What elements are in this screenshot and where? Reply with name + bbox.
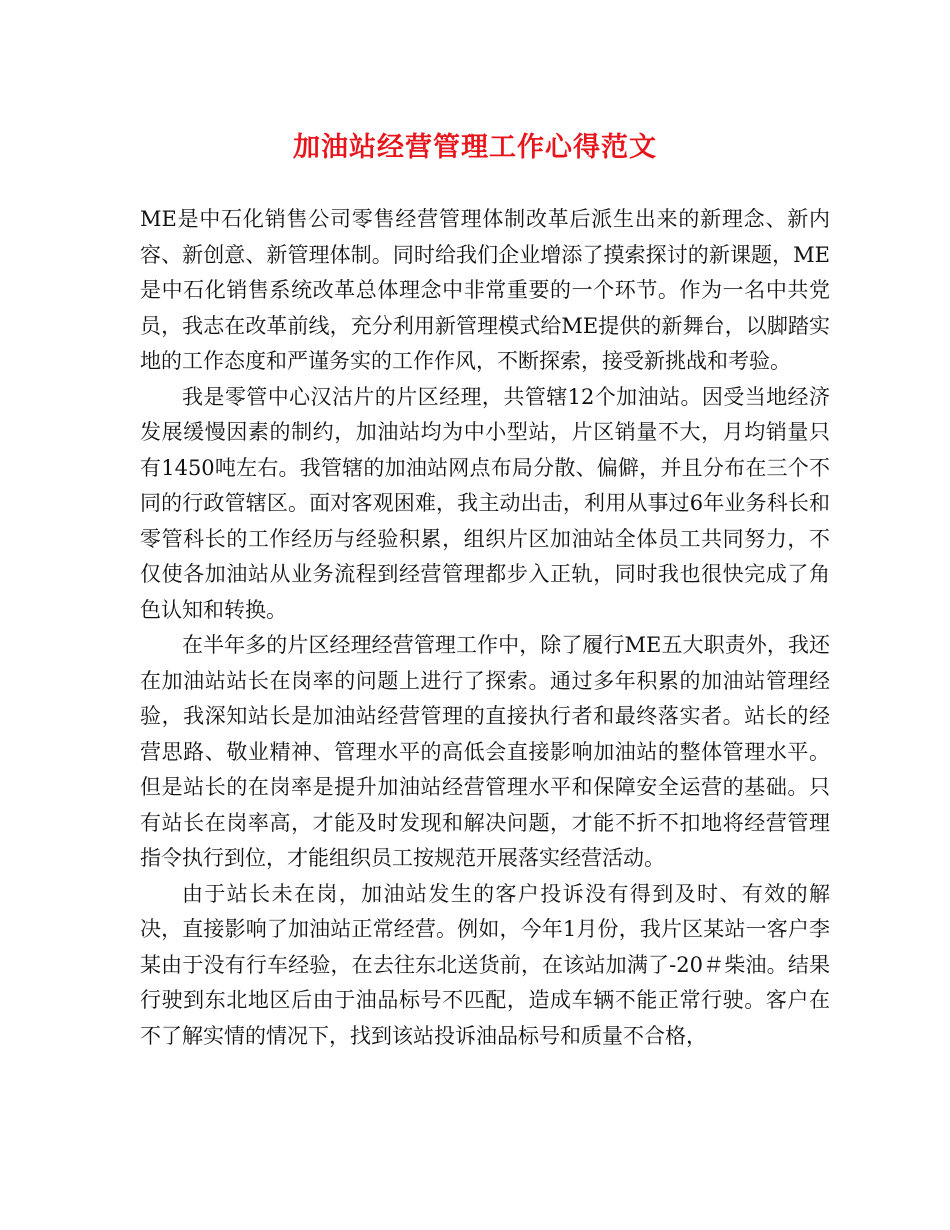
paragraph-3: 在半年多的片区经理经营管理工作中，除了履行ME五大职责外，我还在加油站站长在岗率的问题上进行了探索。通过多年积累的加油站管理经验，我深知站长是加油站经营管理的直接执行者和最终落实者。站长的经营思路、敬业精神、管理水平的高低会直接影响加油站的整体管理水平。但是站长的在岗率是提升加油站经营管理水平和保障安全运营的基础。只有站长在岗率高，才能及时发现和解决问题，才能不折不扣地将经营管理指令执行到位，才能组织员工按规范开展落实经营活动。: [140, 633, 830, 870]
document-body: [140, 202, 830, 1054]
paragraph-1: ME是中石化销售公司零售经营管理体制改革后派生出来的新理念、新内容、新创意、新管理体制。同时给我们企业增添了摸索探讨的新课题，ME是中石化销售系统改革总体理念中非常重要的一个环节。作为一名中共党员，我志在改革前线，充分利用新管理模式给ME提供的新舞台，以脚踏实地的工作态度和严谨务实的工作作风，不断探索，接受新挑战和考验。: [140, 207, 830, 373]
document-title: 加油站经营管理工作心得范文: [293, 132, 657, 163]
paragraph-4: 由于站长未在岗，加油站发生的客户投诉没有得到及时、有效的解决，直接影响了加油站正常经营。例如，今年1月份，我片区某站一客户李某由于没有行车经验，在去往东北送货前，在该站加满了-20＃柴油。结果行驶到东北地区后由于油品标号不匹配，造成车辆不能正常行驶。客户在不了解实情的情况下，找到该站投诉油品标号和质量不合格，: [140, 881, 830, 1048]
paragraph-2: 我是零管中心汉沽片的片区经理，共管辖12个加油站。因受当地经济发展缓慢因素的制约，加油站均为中小型站，片区销量不大，月均销量只有1450吨左右。我管辖的加油站网点布局分散、偏僻，并且分布在三个不同的行政管辖区。面对客观困难，我主动出击，利用从事过6年业务科长和零管科长的工作经历与经验积累，组织片区加油站全体员工共同努力，不仅使各加油站从业务流程到经营管理都步入正轨，同时我也很快完成了角色认知和转换。: [140, 384, 830, 622]
